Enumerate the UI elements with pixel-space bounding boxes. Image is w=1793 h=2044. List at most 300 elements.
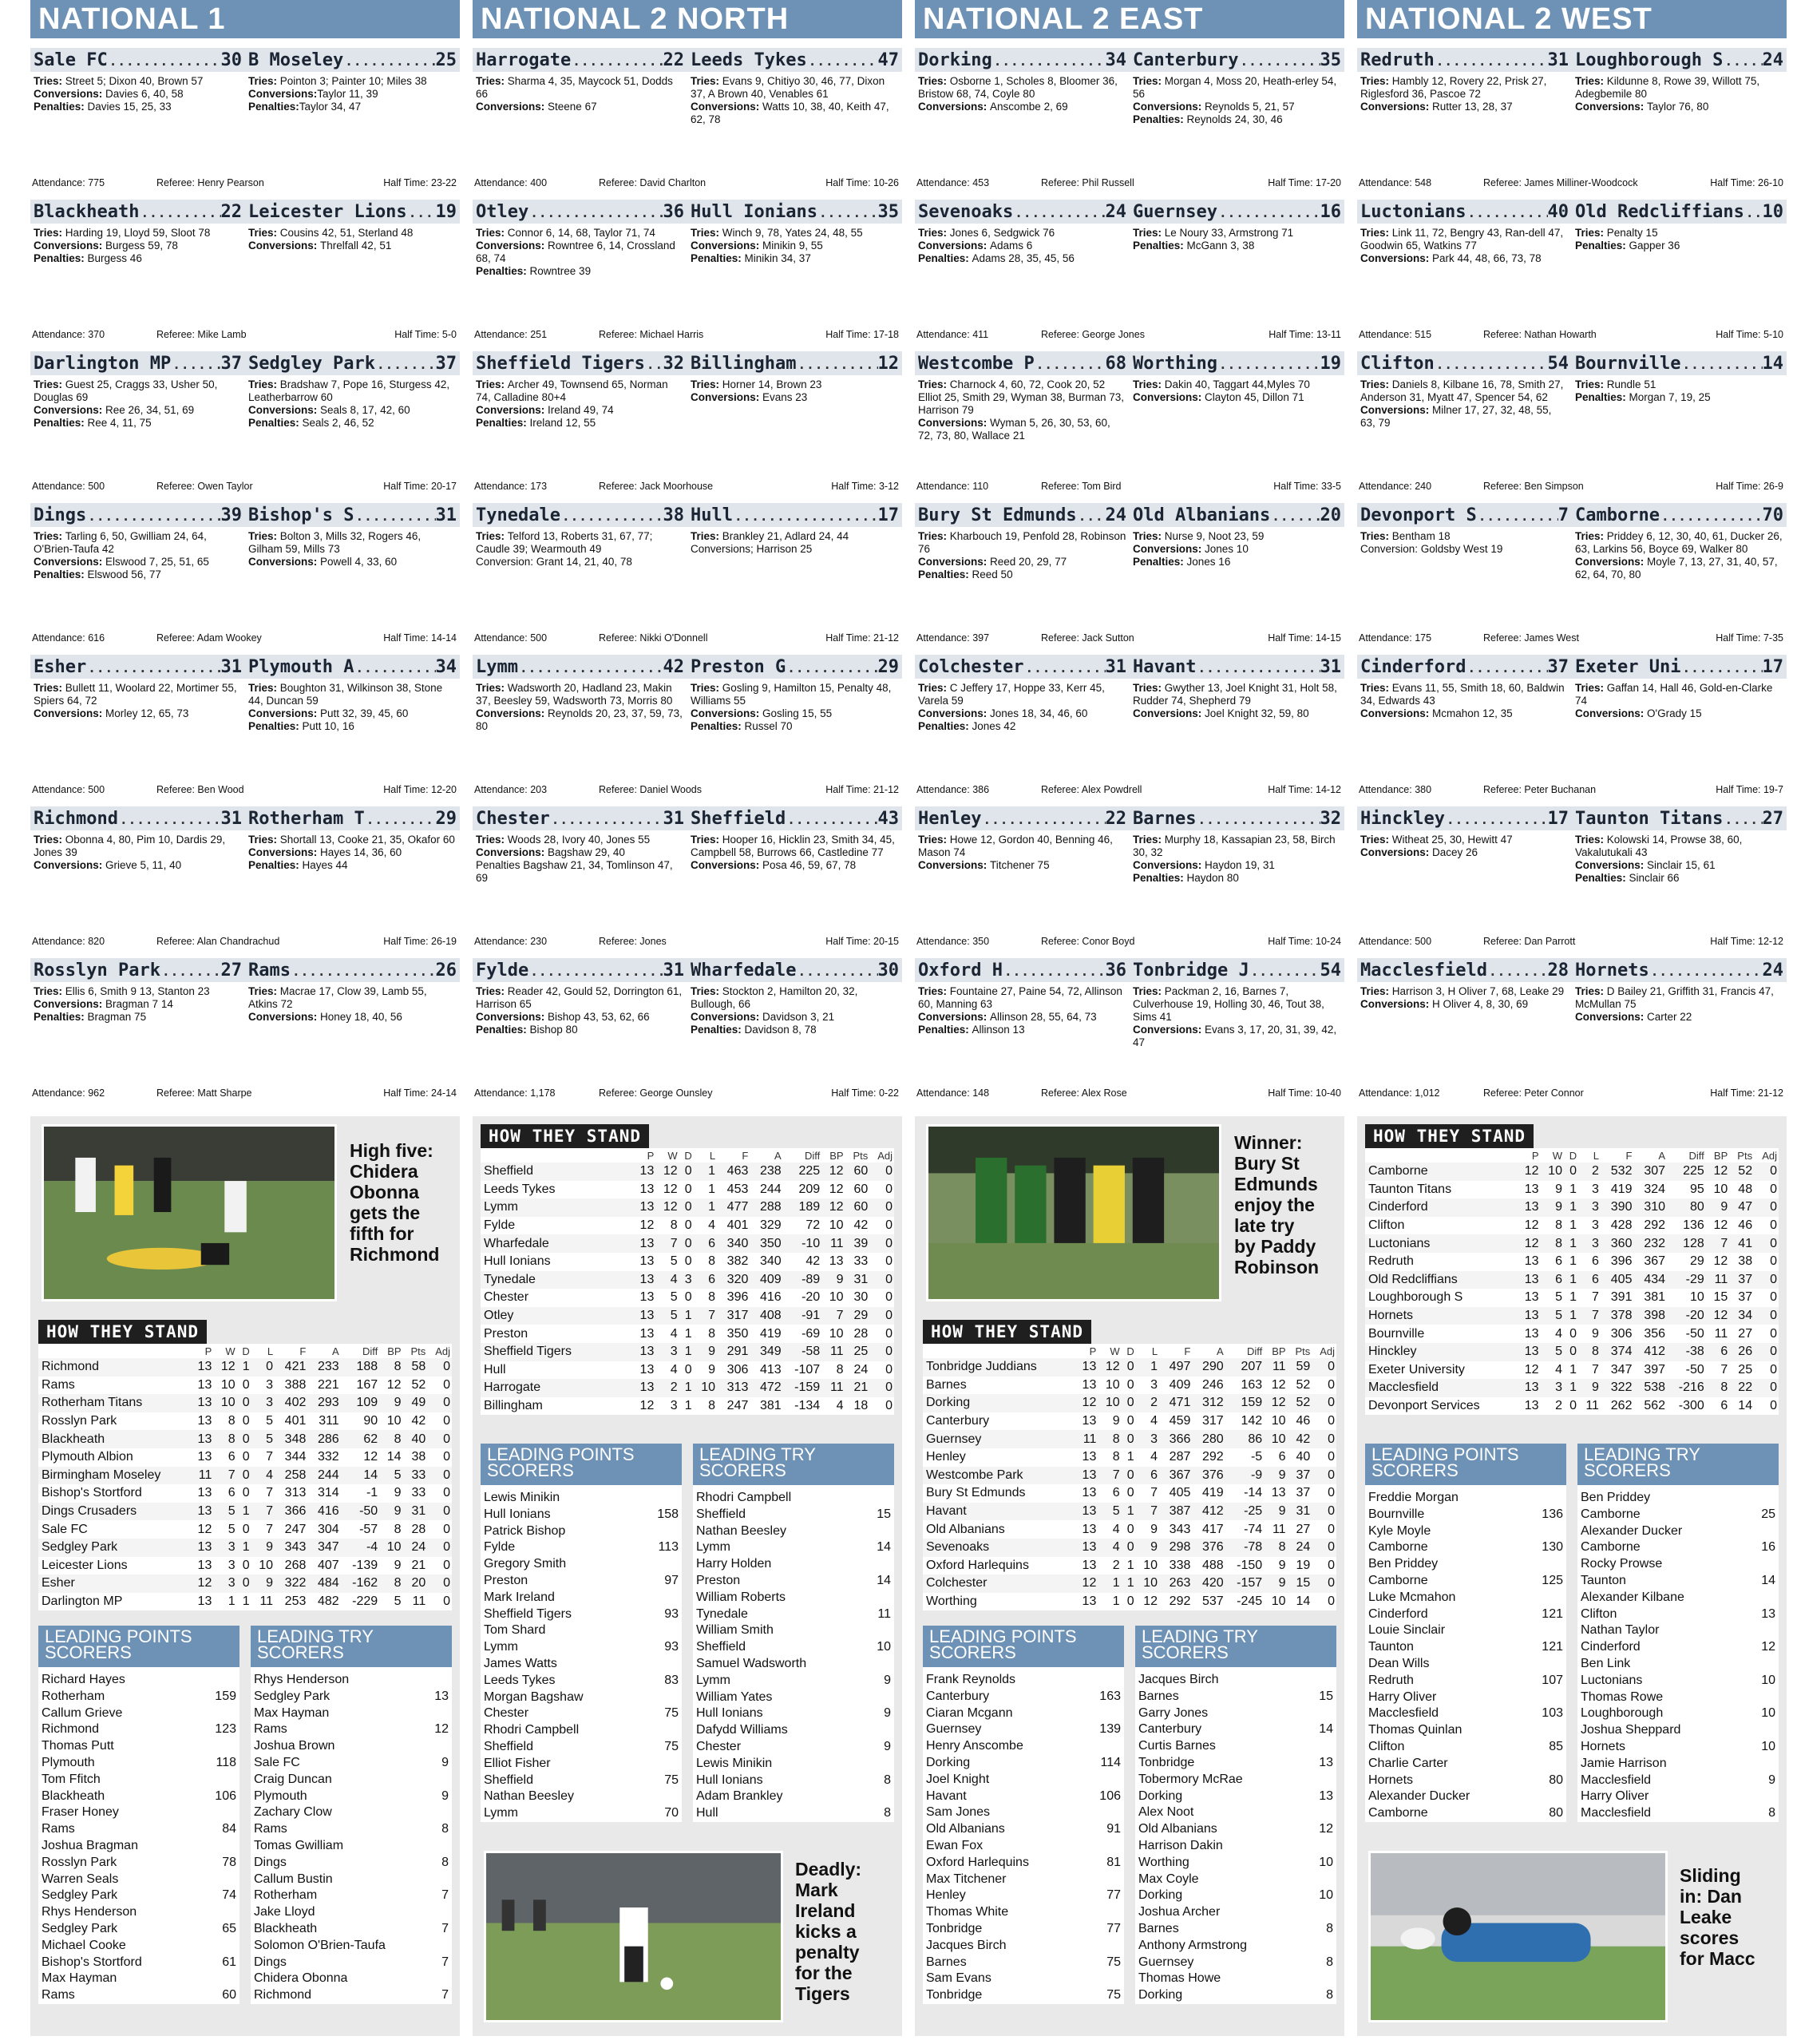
- stat-cell: 0: [443, 1558, 450, 1572]
- club-name: Blackheath: [254, 1921, 318, 1935]
- scorer-total: 10: [1761, 1673, 1775, 1687]
- stat-cell: 37: [1738, 1272, 1753, 1286]
- table-row: [38, 1520, 452, 1539]
- stat-cell: 416: [760, 1290, 782, 1305]
- stat-cell: 19: [1296, 1558, 1311, 1572]
- stat-cell: 0: [242, 1486, 250, 1500]
- stat-cell: 348: [284, 1432, 307, 1446]
- club-row: [926, 1855, 1121, 1872]
- club-row: [1368, 1673, 1563, 1689]
- scorer-line-label: Tries:: [34, 682, 65, 694]
- leader-dots: [1035, 357, 1106, 372]
- scorers-away: [1130, 75, 1344, 126]
- scorer-line: [34, 252, 242, 265]
- scorer-line-text: Bentham 18: [1391, 530, 1451, 542]
- scorer-line-text: Haydon 19, 31: [1205, 859, 1275, 871]
- stat-cell: 21: [853, 1380, 869, 1395]
- scorer-line-label: Tries:: [918, 378, 950, 390]
- scorer-line: [476, 378, 684, 404]
- scorers-home: [1357, 834, 1572, 885]
- team-cell: Bury St Edmunds: [926, 1486, 1026, 1500]
- half-time: Half Time: 10-24: [1268, 936, 1341, 947]
- team-home: [915, 961, 1130, 980]
- leading-tries-title: LEADING TRY SCORERS: [1135, 1626, 1336, 1667]
- scorer-line-text: Morgan 7, 19, 25: [1629, 391, 1711, 403]
- scorer-line-label: Penalties:: [248, 859, 303, 871]
- club-row: [1368, 1705, 1563, 1722]
- attendance: Attendance: 616: [32, 632, 105, 644]
- referee: Referee: Alex Powdrell: [1041, 784, 1142, 795]
- club-name: Hornets: [1368, 1773, 1414, 1787]
- club-row: [926, 1721, 1121, 1738]
- stat-cell: 31: [411, 1504, 426, 1519]
- stat-cell: 13: [1082, 1540, 1097, 1555]
- stat-cell: 253: [284, 1594, 307, 1609]
- club-row: [254, 1755, 449, 1772]
- scorers-away: [245, 985, 460, 1024]
- scorer-line-label: Tries:: [1360, 682, 1392, 694]
- stat-cell: 7: [266, 1450, 274, 1464]
- stat-cell: 40: [1296, 1450, 1311, 1464]
- scorer-line-label: Tries:: [918, 834, 950, 846]
- leader-dots: [407, 205, 436, 220]
- scorer-total: 14: [1761, 1573, 1775, 1587]
- team-name: Loughborough S: [1575, 50, 1724, 70]
- stat-cell: 349: [760, 1345, 782, 1359]
- leader-dots: [645, 357, 663, 372]
- stat-cell: 13: [639, 1326, 655, 1341]
- stat-cell: 22: [1738, 1380, 1753, 1395]
- scorer-line-text: Kildunne 8, Rowe 39, Willott 75, Adegbemile 80: [1575, 75, 1760, 100]
- half-time: Half Time: 21-12: [1710, 1087, 1783, 1099]
- leader-dots: [786, 812, 877, 827]
- team-cell: Old Redcliffians: [1368, 1272, 1458, 1286]
- stat-cell: 3: [228, 1558, 236, 1572]
- scorer-details: [473, 679, 902, 733]
- scorer-line: [1575, 75, 1783, 101]
- attendance: Attendance: 775: [32, 177, 105, 188]
- club-name: Richmond: [42, 1722, 100, 1737]
- club-row: [1138, 1821, 1333, 1838]
- stat-cell: 5: [670, 1254, 678, 1269]
- stat-cell: 10: [386, 1540, 402, 1555]
- stat-cell: 338: [1169, 1558, 1191, 1572]
- player-name: Max Coyle: [1138, 1872, 1199, 1886]
- club-name: Sedgley Park: [42, 1888, 118, 1903]
- scorer-line-text: Taylor 34, 47: [299, 101, 362, 113]
- club-row: [696, 1805, 891, 1822]
- stat-cell: 10: [1713, 1182, 1728, 1196]
- club-name: Sheffield: [696, 1640, 746, 1654]
- referee: Referee: Daniel Woods: [599, 784, 703, 795]
- scorer-total: 14: [1319, 1722, 1333, 1737]
- attendance: Attendance: 251: [474, 329, 548, 340]
- club-row: [696, 1606, 891, 1623]
- team-cell: Barnes: [926, 1377, 967, 1392]
- stat-cell: 0: [443, 1432, 450, 1446]
- scorer-line-text: Jones 18, 34, 46, 60: [990, 707, 1088, 719]
- stat-cell: 0: [242, 1377, 250, 1392]
- match-report: [473, 503, 902, 655]
- leader-dots: [1217, 357, 1320, 372]
- stat-cell: 9: [1555, 1200, 1562, 1214]
- stat-cell: -5: [1250, 1450, 1263, 1464]
- player-name: Harry Holden: [696, 1557, 772, 1571]
- scorer-entry: [481, 1523, 682, 1557]
- club-name: Sedgley Park: [42, 1921, 118, 1935]
- scorer-line-label: Conversions:: [476, 404, 548, 416]
- scorer-total: 9: [441, 1788, 449, 1803]
- team-cell: Leeds Tykes: [484, 1182, 556, 1196]
- scorer-line: [1133, 240, 1341, 252]
- column-header: Adj: [1762, 1149, 1777, 1162]
- stat-cell: 13: [1082, 1414, 1097, 1428]
- stat-cell: -91: [802, 1309, 821, 1323]
- team-home: [30, 50, 245, 70]
- club-row: [484, 1805, 679, 1822]
- stat-cell: 4: [266, 1468, 274, 1482]
- stat-cell: 0: [1328, 1504, 1335, 1519]
- stat-cell: 1: [684, 1399, 692, 1413]
- club-row: [1581, 1805, 1775, 1822]
- stat-cell: 9: [1278, 1504, 1286, 1519]
- table-body: [481, 1163, 894, 1415]
- scorers-home: [473, 985, 687, 1036]
- player-name: Tom Ffitch: [42, 1772, 101, 1786]
- team-score: 22: [220, 201, 242, 222]
- team-score: 39: [220, 505, 242, 525]
- scorer-line: [691, 834, 899, 859]
- stat-cell: 1: [1569, 1254, 1577, 1269]
- table-row: [923, 1467, 1336, 1485]
- score-bar: [915, 200, 1344, 224]
- stat-cell: 12: [639, 1399, 655, 1413]
- scorer-entry: [1365, 1788, 1566, 1822]
- scorer-entry: [923, 1804, 1124, 1838]
- referee: Referee: Ben Simpson: [1483, 481, 1584, 492]
- club-name: Havant: [926, 1788, 967, 1803]
- club-name: Worthing: [1138, 1855, 1189, 1869]
- stat-cell: 0: [885, 1345, 893, 1359]
- scorer-details: [915, 375, 1344, 442]
- scorer-line: [34, 707, 242, 720]
- scorers-away: [1130, 985, 1344, 1049]
- club-name: Blackheath: [42, 1788, 105, 1803]
- team-score: 40: [1547, 201, 1569, 222]
- table-row: [923, 1394, 1336, 1412]
- leading-points-box: [923, 1626, 1124, 2004]
- scorer-total: 9: [884, 1706, 891, 1721]
- table-row: [481, 1307, 894, 1325]
- scorer-total: 70: [664, 1806, 679, 1820]
- club-name: Rosslyn Park: [42, 1855, 117, 1869]
- scorer-line: [34, 1011, 242, 1024]
- team-cell: Macclesfield: [1368, 1380, 1439, 1395]
- scorer-details: [1357, 679, 1787, 720]
- header-row: [1365, 1148, 1779, 1163]
- stat-cell: 11: [1585, 1399, 1599, 1413]
- leader-dots: [375, 357, 436, 372]
- scorers-home: [915, 530, 1130, 581]
- club-row: [1138, 1921, 1333, 1938]
- table-row: [38, 1593, 452, 1611]
- stat-cell: -38: [1685, 1345, 1704, 1359]
- stat-cell: 0: [684, 1182, 692, 1196]
- table-row: [923, 1520, 1336, 1539]
- table-row: [923, 1430, 1336, 1448]
- team-home: [1357, 202, 1572, 222]
- match-report: [915, 958, 1344, 1110]
- scorer-line-label: Tries:: [1360, 75, 1392, 87]
- stat-cell: -216: [1678, 1380, 1704, 1395]
- stat-cell: 15: [1713, 1290, 1728, 1305]
- player-name: Alexander Ducker: [1368, 1789, 1470, 1804]
- team-score: 10: [1762, 201, 1783, 222]
- club-row: [42, 1888, 236, 1904]
- team-home: [1357, 961, 1572, 980]
- scorer-total: 121: [1542, 1606, 1563, 1621]
- stat-cell: 6: [1112, 1486, 1120, 1500]
- stat-cell: 12: [829, 1200, 844, 1214]
- table-row: [923, 1575, 1336, 1593]
- scorers-home: [915, 682, 1130, 733]
- stat-cell: 0: [885, 1326, 893, 1341]
- stat-cell: 0: [885, 1182, 893, 1196]
- caption-line: High five:: [350, 1140, 433, 1161]
- player-name: Alexander Ducker: [1581, 1523, 1683, 1538]
- club-row: [42, 1721, 236, 1738]
- stat-cell: -300: [1678, 1399, 1704, 1413]
- stat-cell: 3: [1592, 1218, 1599, 1233]
- match-photo: [1368, 1851, 1668, 2022]
- stat-cell: 8: [394, 1576, 402, 1590]
- stat-cell: 1: [1112, 1594, 1120, 1609]
- stat-cell: 317: [726, 1309, 749, 1323]
- team-header: [923, 1344, 1075, 1358]
- team-name: Worthing: [1133, 353, 1217, 374]
- team-cell: Dings Crusaders: [42, 1504, 137, 1519]
- stat-cell: -69: [802, 1326, 821, 1341]
- stat-cell: 322: [284, 1576, 307, 1590]
- stat-cell: 7: [670, 1236, 678, 1250]
- scorer-line-text: Posa 46, 59, 67, 78: [762, 859, 857, 871]
- scorer-entry: [251, 1772, 452, 1805]
- stat-cell: 0: [684, 1290, 692, 1305]
- scorers-home: [1357, 227, 1572, 265]
- table-row: [38, 1394, 452, 1412]
- scorer-total: 106: [1099, 1788, 1121, 1803]
- caption-line: for Macc: [1680, 1948, 1755, 1969]
- player-name: Anthony Armstrong: [1138, 1938, 1248, 1952]
- scorer-total: 106: [215, 1788, 236, 1803]
- scorer-line-label: Tries:: [476, 227, 508, 239]
- column-header: P: [1089, 1345, 1097, 1357]
- team-cell: Chester: [484, 1290, 529, 1305]
- stat-cell: 6: [228, 1450, 236, 1464]
- scorer-line-label: Tries:: [248, 227, 280, 239]
- stat-cell: 8: [394, 1522, 402, 1536]
- scorers-away: [1572, 530, 1787, 581]
- stat-cell: 0: [1328, 1377, 1335, 1392]
- scorer-line-label: Penalties:: [918, 252, 972, 264]
- stat-cell: 6: [1150, 1468, 1158, 1482]
- team-name: Devonport S: [1360, 505, 1477, 525]
- scorer-line-label: Penalties:: [691, 1024, 745, 1036]
- stat-cell: 37: [1296, 1468, 1311, 1482]
- player-name: Harrison Dakin: [1138, 1838, 1223, 1852]
- match-info: [915, 1086, 1344, 1100]
- club-name: Hornets: [1581, 1739, 1626, 1753]
- scorer-total: 8: [1326, 1921, 1333, 1935]
- team-away: [245, 202, 460, 222]
- photo-caption: [350, 1140, 453, 1265]
- player-name: James Watts: [484, 1656, 557, 1670]
- scorers-home: [30, 834, 245, 872]
- stat-cell: 90: [363, 1414, 378, 1428]
- stat-cell: 33: [411, 1468, 426, 1482]
- scorers-away: [1572, 834, 1787, 885]
- match-info: [473, 631, 902, 645]
- club-row: [484, 1606, 679, 1623]
- team-score: 19: [1320, 353, 1341, 374]
- scorer-line-label: Tries:: [476, 682, 508, 694]
- stat-cell: 12: [1524, 1236, 1539, 1250]
- attendance: Attendance: 1,012: [1359, 1087, 1440, 1099]
- stat-cell: 262: [1610, 1399, 1633, 1413]
- player-name: Freddie Morgan: [1368, 1491, 1459, 1504]
- stat-cell: 11: [259, 1594, 274, 1609]
- table-row: [481, 1217, 894, 1235]
- club-name: Sedgley Park: [254, 1689, 330, 1703]
- scorer-entry: [251, 1738, 452, 1772]
- column-header: W: [667, 1149, 678, 1162]
- club-name: Tonbridge: [926, 1988, 983, 2002]
- scorer-line: [476, 707, 684, 733]
- scorers-away: [1572, 682, 1787, 720]
- referee: Referee: Matt Sharpe: [156, 1087, 252, 1099]
- club-name: Redruth: [1368, 1673, 1414, 1687]
- stat-cell: 12: [1713, 1254, 1728, 1269]
- scorer-entry: [481, 1590, 682, 1623]
- stat-cell: 0: [266, 1360, 274, 1374]
- scorer-entry: [1135, 1971, 1336, 2004]
- player-name: Nathan Beesley: [484, 1789, 574, 1804]
- scorer-line-text: Carter 22: [1647, 1011, 1692, 1023]
- match-report: [1357, 48, 1787, 200]
- stat-cell: 14: [363, 1468, 378, 1482]
- stat-cell: 6: [1555, 1272, 1562, 1286]
- stat-cell: 39: [853, 1236, 869, 1250]
- stat-cell: 9: [394, 1486, 402, 1500]
- stat-cell: 1: [1126, 1558, 1134, 1572]
- scorer-line: [918, 227, 1126, 240]
- scorer-entry: [1135, 1738, 1336, 1772]
- scorer-line: [1360, 543, 1569, 556]
- caption-line: penalty: [795, 1942, 860, 1963]
- referee: Referee: Jack Sutton: [1041, 632, 1134, 644]
- scorer-line-label: Conversions:: [248, 707, 321, 719]
- column-national-2-north: [473, 0, 902, 2044]
- player-name: Samuel Wadsworth: [696, 1656, 807, 1670]
- scorer-line: [1133, 101, 1341, 113]
- table-row: [1365, 1325, 1779, 1343]
- table-row: [481, 1343, 894, 1361]
- scorer-line-label: Conversions:: [248, 88, 318, 100]
- scorer-line-label: Conversions:: [476, 707, 548, 719]
- team-score: 68: [1105, 353, 1126, 374]
- team-home: [1357, 505, 1572, 525]
- team-cell: Devonport Services: [1368, 1399, 1480, 1413]
- stat-cell: 307: [1644, 1164, 1666, 1178]
- scorer-total: 10: [1319, 1888, 1333, 1903]
- scorer-line-label: Conversions:: [1575, 1011, 1648, 1023]
- table-row: [1365, 1198, 1779, 1217]
- stat-cell: 9: [708, 1345, 716, 1359]
- match-report: [473, 200, 902, 351]
- match-report: [915, 48, 1344, 200]
- leader-dots: [1196, 812, 1320, 827]
- scorer-details: [473, 72, 902, 126]
- stat-cell: 9: [394, 1504, 402, 1519]
- scorer-line-label: Conversions:: [248, 404, 321, 416]
- stat-cell: 12: [829, 1164, 844, 1178]
- scorer-entry: [1135, 1772, 1336, 1805]
- table-row: [481, 1253, 894, 1271]
- stat-cell: 1: [708, 1182, 716, 1196]
- club-row: [1581, 1606, 1775, 1623]
- player-name: Frank Reynolds: [926, 1673, 1016, 1686]
- team-cell: Oxford Harlequins: [926, 1558, 1029, 1572]
- scorer-line: [476, 834, 684, 846]
- scorer-line-text: Dakin 40, Taggart 44,Myles 70: [1164, 378, 1310, 390]
- scorer-line: [1575, 556, 1783, 581]
- stat-cell: 8: [1555, 1218, 1562, 1233]
- leader-dots: [118, 812, 221, 827]
- stat-cell: 13: [197, 1377, 212, 1392]
- scorer-line-text: Bradshaw 7, Pope 16, Sturgess 42, Leatherbarrow 60: [248, 378, 450, 403]
- scorer-line: [248, 985, 457, 1011]
- stat-cell: -150: [1237, 1558, 1263, 1572]
- match-report: [473, 958, 902, 1110]
- match-info: [473, 782, 902, 797]
- match-report: [30, 958, 460, 1110]
- stat-cell: 9: [394, 1396, 402, 1410]
- scorer-line: [476, 556, 684, 568]
- stat-cell: 2: [1150, 1396, 1158, 1410]
- scorer-line: [691, 720, 899, 733]
- attendance: Attendance: 453: [916, 177, 990, 188]
- scorer-line-text: Murphy 18, Kassapian 23, 58, Birch 30, 32: [1133, 834, 1336, 858]
- team-away: [245, 809, 460, 829]
- stat-cell: 0: [443, 1360, 450, 1374]
- stat-cell: 48: [1738, 1182, 1753, 1196]
- scorer-line-label: Conversions:: [691, 240, 763, 252]
- table-row: [923, 1503, 1336, 1521]
- scorer-line-label: Conversions:: [918, 859, 991, 871]
- club-row: [484, 1639, 679, 1656]
- leader-dots: [108, 53, 221, 69]
- referee: Referee: Nathan Howarth: [1483, 329, 1597, 340]
- scorer-total: 163: [1099, 1689, 1121, 1703]
- score-bar: [30, 958, 460, 982]
- scorer-line-label: Penalties:: [248, 101, 299, 113]
- scorer-total: 107: [1542, 1673, 1563, 1687]
- team-name: Macclesfield: [1360, 960, 1487, 980]
- attendance: Attendance: 370: [32, 329, 105, 340]
- half-time: Half Time: 14-14: [383, 632, 457, 644]
- team-cell: Blackheath: [42, 1432, 105, 1446]
- stat-cell: 13: [197, 1504, 212, 1519]
